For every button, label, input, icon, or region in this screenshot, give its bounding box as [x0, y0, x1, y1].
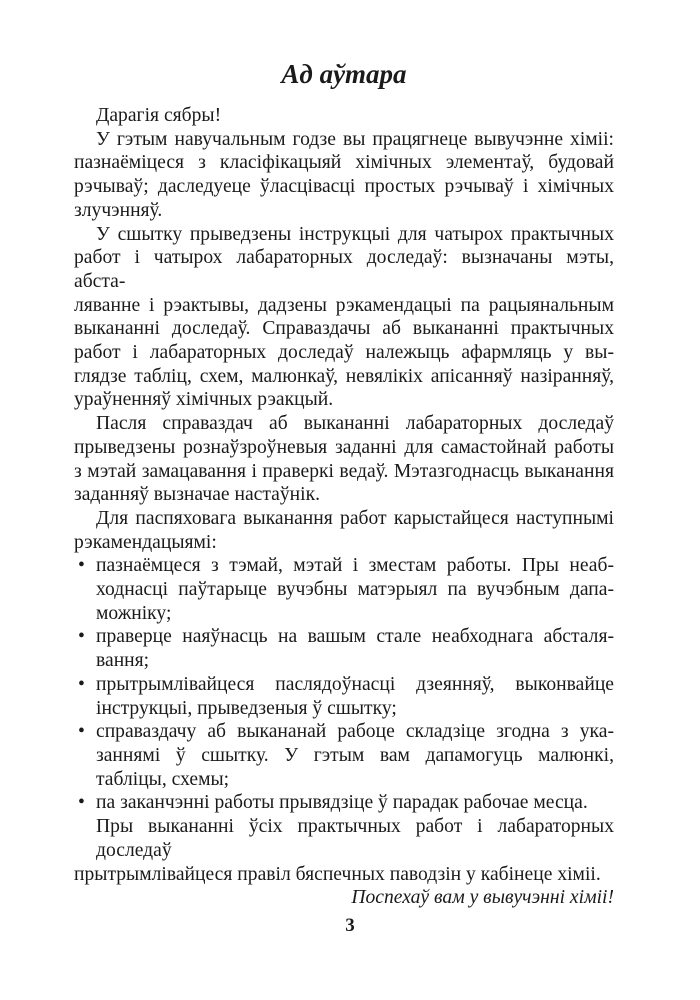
text-line: рэкамендацыямі:: [74, 531, 217, 553]
text-line: злучэнняў.: [74, 199, 163, 221]
list-item: [74, 791, 614, 815]
paragraph: [74, 412, 614, 507]
text-line: работ і чатырох лабараторных доследаў: вызначаны мэты, абста-: [74, 247, 614, 292]
text-line: У сшытку прыведзены інструкцыі для чатырох практычных: [96, 223, 614, 245]
text-line: пазнаёміцеся з класіфікацыяй хімічных элементаў, будовай: [74, 152, 614, 174]
list-item: [74, 625, 614, 672]
text-line: можніку;: [96, 602, 172, 624]
paragraph: [74, 128, 614, 223]
text-line: па заканчэнні работы прывядзіце ў парадак рабочае месца.: [96, 792, 588, 814]
text-line: работ і лабараторных доследаў належыць афармляць у вы-: [74, 342, 614, 364]
list-item: [74, 720, 614, 791]
text-line: Пры выкананні ўсіх практычных работ і лабараторных доследаў: [96, 816, 614, 861]
text-line: з мэтай замацавання і праверкі ведаў. Мэтазгоднасць выканання: [74, 460, 614, 482]
text-line: заннямі ў сшытку. У гэтым вам дапамогуць малюнкі,: [96, 744, 614, 766]
text-line: прыведзены рознаўзроўневыя заданні для самастойнай работы: [74, 436, 614, 458]
text-line: Пасля справаздач аб выкананні лабараторных доследаў: [96, 413, 614, 435]
text-line: прытрымлівайцеся паслядоўнасці дзеянняў, выконвайце: [96, 673, 614, 695]
closing-paragraph: [74, 815, 614, 886]
list-item: [74, 554, 614, 625]
paragraph: [74, 507, 614, 554]
body-text: [74, 104, 614, 910]
text-line: інструкцыі, прыведзеныя ў сшытку;: [96, 697, 397, 719]
page-content: [74, 58, 614, 910]
bullet-icon: •: [78, 721, 85, 743]
page-number: 3: [345, 915, 355, 936]
greeting: Дарагія сябры!: [96, 105, 222, 126]
text-line: глядзе табліц, схем, малюнкаў, невялікіх апісанняў назіранняў,: [74, 365, 614, 387]
text-line: справаздачу аб выкананай рабоце складзіце згодна з ука-: [96, 721, 614, 743]
text-line: ляванне і рэактывы, дадзены рэкамендацыі па рацыянальным: [74, 294, 614, 316]
text-line: выкананні доследаў. Справаздачы аб выкананні практычных: [74, 318, 614, 340]
text-line: табліцы, схемы;: [96, 768, 230, 790]
recommendations-list: [74, 554, 614, 815]
text-line: ураўненняў хімічных рэакцый.: [74, 389, 334, 411]
text-line: праверце наяўнасць на вашым стале неабходнага абсталя-: [96, 626, 614, 648]
text-line: вання;: [96, 650, 150, 672]
bullet-icon: •: [78, 673, 85, 695]
bullet-icon: •: [78, 626, 85, 648]
text-line: рэчываў; даследуеце ўласцівасці простых рэчываў і хімічных: [74, 176, 614, 198]
text-line: прытрымлівайцеся правіл бяспечных паводзін у кабінеце хіміі.: [74, 863, 601, 885]
signoff: Поспехаў вам у вывучэнні хіміі!: [351, 887, 614, 909]
page-title: Ад аўтара: [281, 59, 407, 89]
text-line: пазнаёмцеся з тэмай, мэтай і зместам работы. Пры неаб-: [96, 555, 614, 577]
bullet-icon: •: [78, 555, 85, 577]
bullet-icon: •: [78, 792, 85, 814]
list-item: [74, 673, 614, 720]
paragraph: [74, 223, 614, 413]
text-line: заданняў вызначае настаўнік.: [74, 484, 321, 506]
text-line: ходнасці паўтарыце вучэбны матэрыял па вучэбным дапа-: [96, 579, 614, 601]
text-line: Для паспяховага выканання работ карыстайцеся наступнымі: [96, 507, 614, 529]
text-line: У гэтым навучальным годзе вы працягнеце вывучэнне хіміі:: [96, 128, 614, 150]
